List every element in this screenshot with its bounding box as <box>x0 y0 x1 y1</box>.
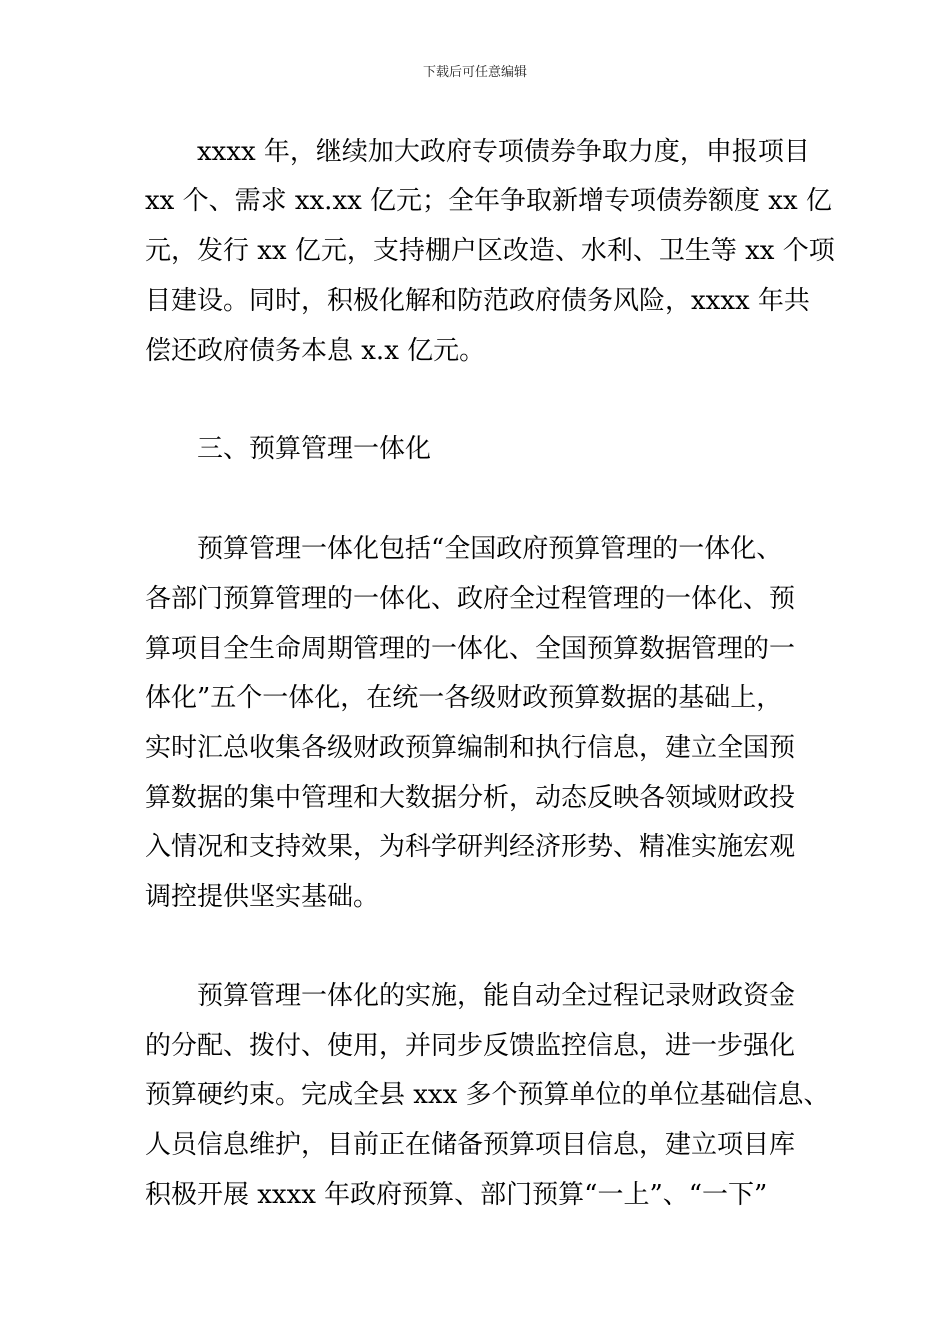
paragraph-2-line-7: 入情况和支持效果，为科学研判经济形势、精准实施宏观 <box>145 832 796 862</box>
paragraph-1-line-4: 目建设。同时，积极化解和防范政府债务风险，xxxx 年共 <box>145 286 810 316</box>
paragraph-1-line-1: xxxx 年，继续加大政府专项债券争取力度，申报项目 <box>197 137 810 167</box>
paragraph-2-line-3: 算项目全生命周期管理的一体化、全国预算数据管理的一 <box>145 634 796 664</box>
paragraph-1-line-5: 偿还政府债务本息 x.x 亿元。 <box>145 336 486 366</box>
section-heading: 三、预算管理一体化 <box>197 434 432 464</box>
paragraph-3-line-5: 积极开展 xxxx 年政府预算、部门预算“一上”、“一下” <box>145 1180 768 1210</box>
paragraph-2-line-1: 预算管理一体化包括“全国政府预算管理的一体化、 <box>197 534 783 564</box>
paragraph-2-line-6: 算数据的集中管理和大数据分析，动态反映各领域财政投 <box>145 783 796 813</box>
page-header: 下载后可任意编辑 <box>422 65 527 80</box>
paragraph-2-line-8: 调控提供坚实基础。 <box>145 882 380 912</box>
paragraph-2-line-4: 体化”五个一体化，在统一各级财政预算数据的基础上， <box>145 683 783 713</box>
paragraph-3-line-2: 的分配、拨付、使用，并同步反馈监控信息，进一步强化 <box>145 1031 796 1061</box>
paragraph-1-line-3: 元，发行 xx 亿元，支持棚户区改造、水利、卫生等 xx 个项 <box>145 236 835 266</box>
paragraph-3-line-4: 人员信息维护，目前正在储备预算项目信息，建立项目库 <box>145 1130 796 1160</box>
paragraph-3-line-3: 预算硬约束。完成全县 xxx 多个预算单位的单位基础信息、 <box>145 1080 830 1110</box>
paragraph-2-line-2: 各部门预算管理的一体化、政府全过程管理的一体化、预 <box>145 584 796 614</box>
paragraph-3-line-1: 预算管理一体化的实施，能自动全过程记录财政资金 <box>197 981 796 1011</box>
paragraph-2-line-5: 实时汇总收集各级财政预算编制和执行信息，建立全国预 <box>145 733 796 763</box>
paragraph-1-line-2: xx 个、需求 xx.xx 亿元；全年争取新增专项债券额度 xx 亿 <box>145 186 832 216</box>
